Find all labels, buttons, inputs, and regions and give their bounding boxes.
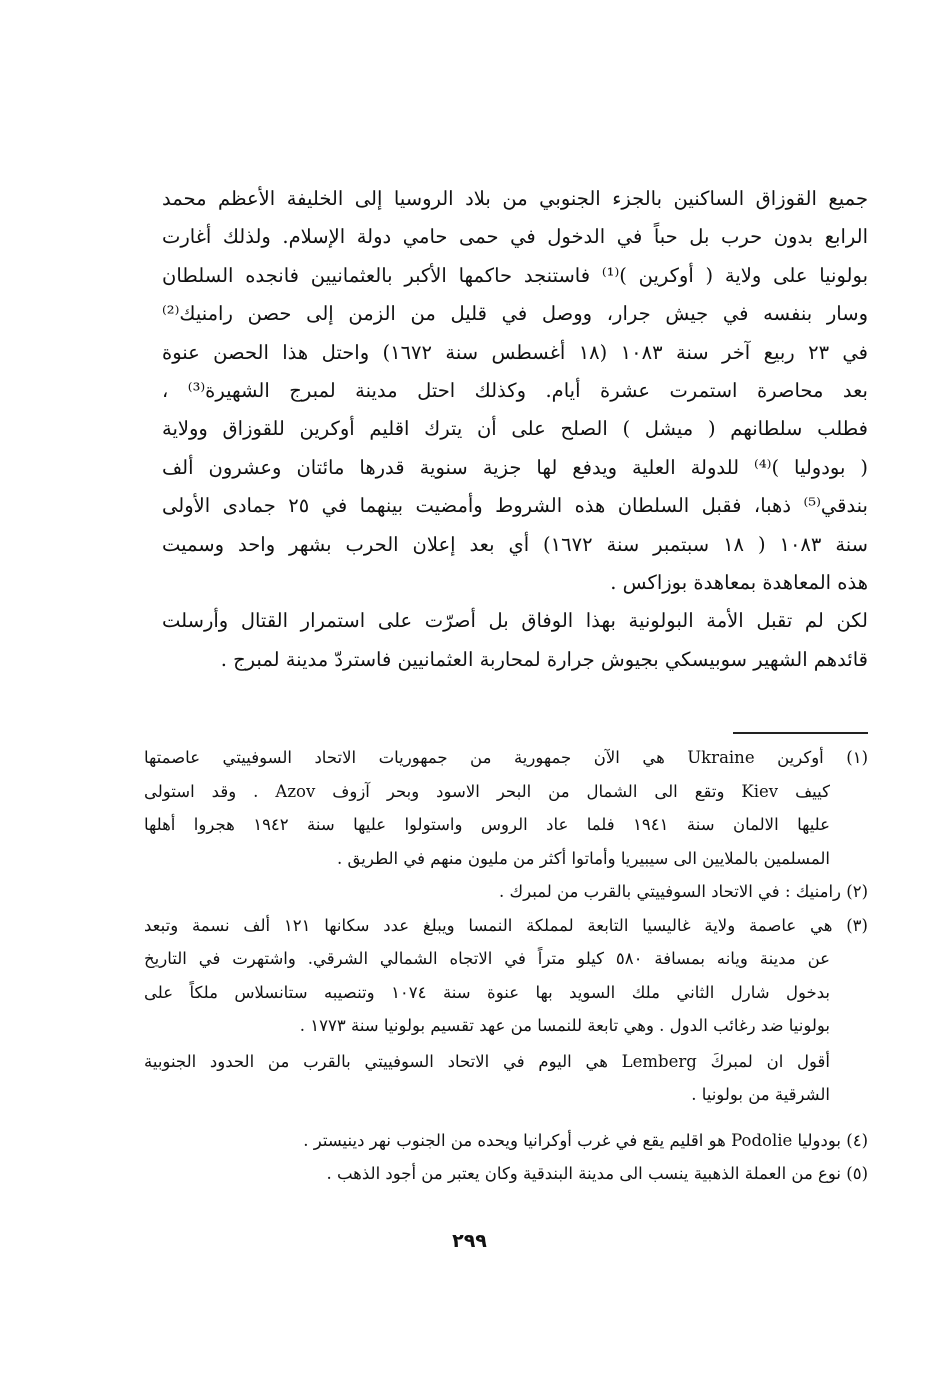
- footnote-line: (١) أوكرين Ukraine هي الآن جمهورية من جمهوريات الاتحاد السوفييتي عاصمتها: [144, 748, 868, 767]
- footnote-5: [144, 1157, 868, 1191]
- footnote-line: عليها الالمان سنة ١٩٤١ فلما عاد الروس واستولوا عليها سنة ١٩٤٢ هجروا أهلها: [144, 815, 830, 834]
- text-line: لكن لم تقبل الأمة البولونية بهذا الوفاق بل أصرّت على استمرار القتال وأرسلت: [162, 609, 868, 633]
- text-line: ( بودوليا )⁽⁴⁾ للدولة العلية ويدفع لها جزية سنوية قدرها مائتان وعشرون ألف: [162, 455, 868, 479]
- footnote-line: المسلمين بالملايين الى سيبيريا وأماتوا أكثر من مليون منهم في الطريق .: [337, 848, 830, 868]
- text-line: بندقي⁽⁵⁾ ذهبا، فقبل السلطان هذه الشروط وأمضيت بينهما في ٢٥ جمادى الأولى: [162, 494, 868, 518]
- footnote-line: (٤) بودوليا Podolie هو اقليم يقع في غرب أوكرانيا ويحده من الجنوب نهر دينيستر .: [303, 1130, 868, 1150]
- footnote-3: [144, 909, 868, 1043]
- page-number: ٢٩٩: [452, 1230, 487, 1252]
- footnotes: [144, 741, 868, 1191]
- text-line: بولونيا على ولاية ( أوكرين )⁽¹⁾ فاستنجد حاكمها الأكبر بالعثمانيين فانجده السلطان: [162, 263, 868, 287]
- footnote-line: (٣) هي عاصمة ولاية غاليسيا التابعة لمملكة النمسا ويبلغ عدد سكانها ١٢١ ألف نسمة وتبعد: [144, 915, 868, 935]
- text-line: جميع القوزاق الساكنين بالجزء الجنوبي من بلاد الروسيا إلى الخليفة الأعظم محمد: [162, 187, 868, 210]
- footnote-4: [144, 1124, 868, 1158]
- footnote-divider: [733, 732, 868, 734]
- text-line: بعد محاصرة استمرت عشرة أيام. وكذلك احتل مدينة لمبرج الشهيرة⁽³⁾ ،: [162, 379, 868, 403]
- footnote-line: عن مدينة ويانه بمسافة ٥٨٠ كيلو متراً في الاتجاه الشمالي الشرقي. واشتهرت في التاريخ: [144, 949, 830, 968]
- footnote-line: (٢) رامنيك : في الاتحاد السوفييتي بالقرب من لمبرك .: [499, 882, 868, 901]
- main-text: [162, 180, 868, 679]
- footnote-line: (٥) نوع من العملة الذهبية ينسب الى مدينة البندقية وكان يعتبر من أجود الذهب .: [326, 1164, 868, 1183]
- footnote-line: الشرقية من بولونيا .: [691, 1085, 830, 1104]
- text-line: فطلب سلطانهم ( ميشل ) الصلح على أن يترك اقليم أوكرين للقوزاق وولاية: [162, 417, 868, 441]
- text-line: هذه المعاهدة بمعاهدة بوزاكس .: [610, 571, 868, 595]
- footnote-2: [144, 875, 868, 909]
- footnote-1: [144, 741, 868, 875]
- text-line: قائدهم الشهير سوبيسكي بجيوش جرارة لمحاربة العثمانيين فاستردّ مدينة لمبرج .: [220, 647, 868, 671]
- footnote-line: كييف Kiev وتقع الى الشمال من البحر الاسود وبحر آزوف Azov . وقد استولى: [144, 781, 830, 801]
- text-line: سنة ١٠٨٣ ( ١٨ سبتمبر سنة ١٦٧٢) أي بعد إعلان الحرب بشهر واحد وسميت: [162, 532, 868, 556]
- text-line: وسار بنفسه في جيش جرار، ووصل في قليل من الزمن إلى حصن رامنيك⁽²⁾: [162, 302, 868, 326]
- footnote-line: أقول ان لمبركَ Lemberg هي اليوم في الاتحاد السوفييتي بالقرب من الحدود الجنوبية: [144, 1051, 831, 1071]
- footnote-3-addendum: [144, 1045, 868, 1112]
- footnote-line: بولونيا ضد رغائب الدول . وهي تابعة للنمسا من عهد تقسيم بولونيا سنة ١٧٧٣ .: [299, 1016, 830, 1035]
- footnote-line: بدخول شارل الثاني ملك السويد بها عنوة سنة ١٠٧٤ وتنصيبه ستانسلاس ملكاً على: [144, 982, 830, 1002]
- text-line: في ٢٣ ربيع آخر سنة ١٠٨٣ (١٨ أغسطس سنة ١٦٧٢) واحتل هذا الحصن عنوة: [162, 340, 868, 364]
- text-line: الرابع بدون حرب بل حباً في الدخول في حمى حامي دولة الإسلام. ولذلك أغارت: [162, 225, 868, 249]
